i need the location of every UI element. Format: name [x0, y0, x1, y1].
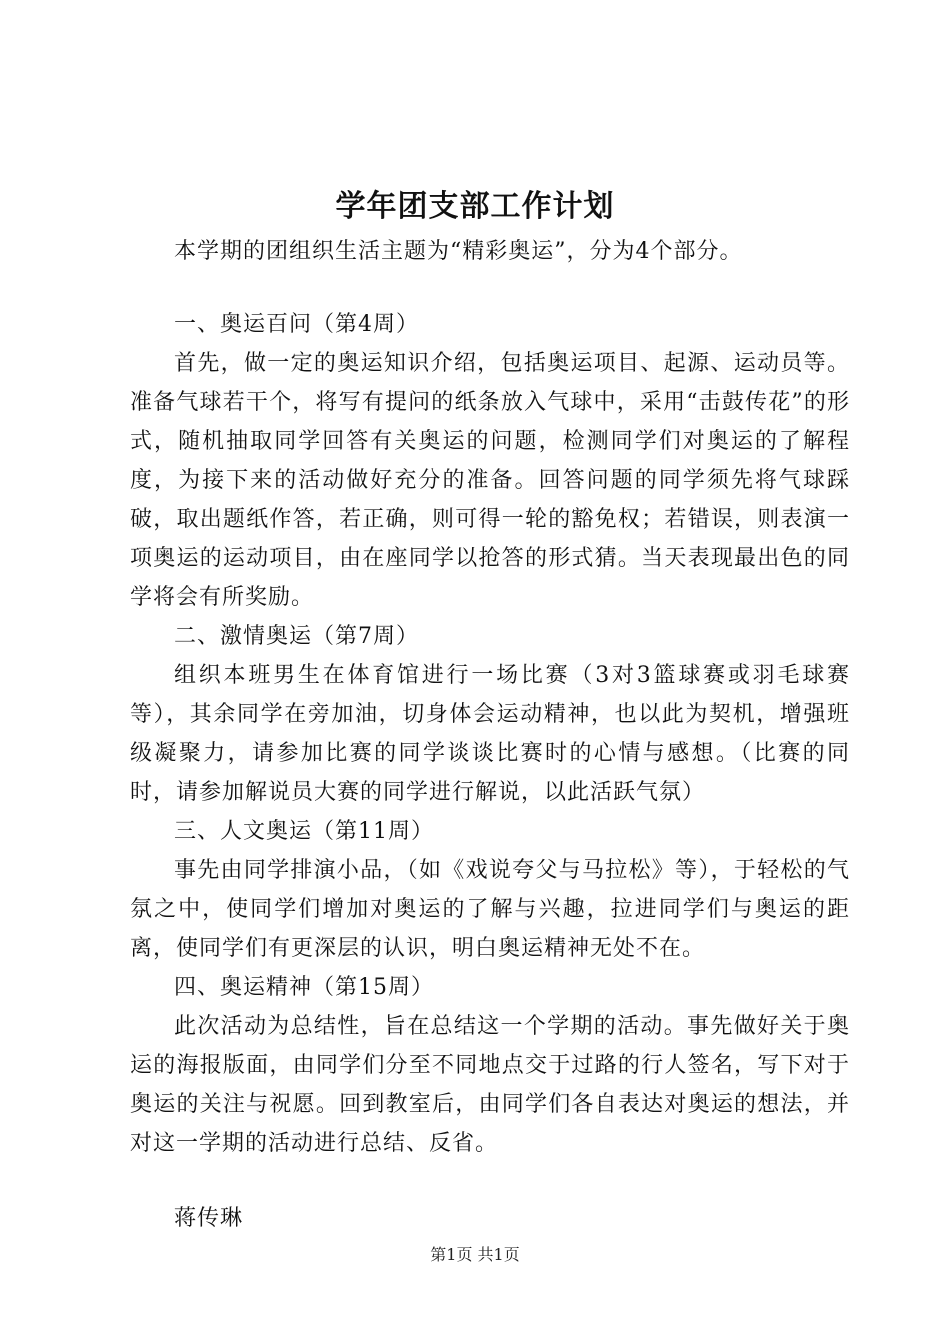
signature-spacer — [130, 1163, 850, 1199]
document-title: 学年团支部工作计划 — [335, 189, 615, 224]
document-body — [130, 232, 850, 1238]
intro-paragraph: 本学期的团组织生活主题为“精彩奥运”，分为4个部分。 — [174, 239, 743, 264]
author-signature: 蒋传琳 — [174, 1206, 244, 1231]
section-heading-1: 一、奥运百问（第4周） — [174, 312, 419, 337]
section-body-1: 首先，做一定的奥运知识介绍，包括奥运项目、起源、运动员等。准备气球若干个，将写有提问的纸条放入气球中，采用“击鼓传花”的形式，随机抽取同学回答有关奥运的问题，检测同学们对奥运的了解程度，为接下来的活动做好充分的准备。回答问题的同学须先将气球踩破，取出题纸作答，若正确，则可得一轮的豁免权；若错误，则表演一项奥运的运动项目，由在座同学以抢答的形式猜。当天表现最出色的同学将会有所奖励。 — [130, 351, 850, 610]
section-heading-3: 三、人文奥运（第11周） — [174, 819, 434, 844]
section-body-2: 组织本班男生在体育馆进行一场比赛（3对3篮球赛或羽毛球赛等），其余同学在旁加油，切身体会运动精神，也以此为契机，增强班级凝聚力，请参加比赛的同学谈谈比赛时的心情与感想。（比赛的同时，请参加解说员大赛的同学进行解说，以此活跃气氛） — [130, 663, 850, 805]
section-heading-2: 二、激情奥运（第7周） — [174, 624, 419, 649]
section-heading-4: 四、奥运精神（第15周） — [174, 975, 434, 1000]
section-body-3: 事先由同学排演小品，（如《戏说夸父与马拉松》等），于轻松的气氛之中，使同学们增加对奥运的了解与兴趣，拉进同学们与奥运的距离，使同学们有更深层的认识，明白奥运精神无处不在。 — [130, 858, 850, 961]
page-footer: 第1页 共1页 — [430, 1245, 520, 1264]
paragraph-spacer — [130, 271, 850, 305]
section-body-4: 此次活动为总结性，旨在总结这一个学期的活动。事先做好关于奥运的海报版面，由同学们分至不同地点交于过路的行人签名，写下对于奥运的关注与祝愿。回到教室后，由同学们各自表达对奥运的想法，并对这一学期的活动进行总结、反省。 — [130, 1014, 850, 1156]
